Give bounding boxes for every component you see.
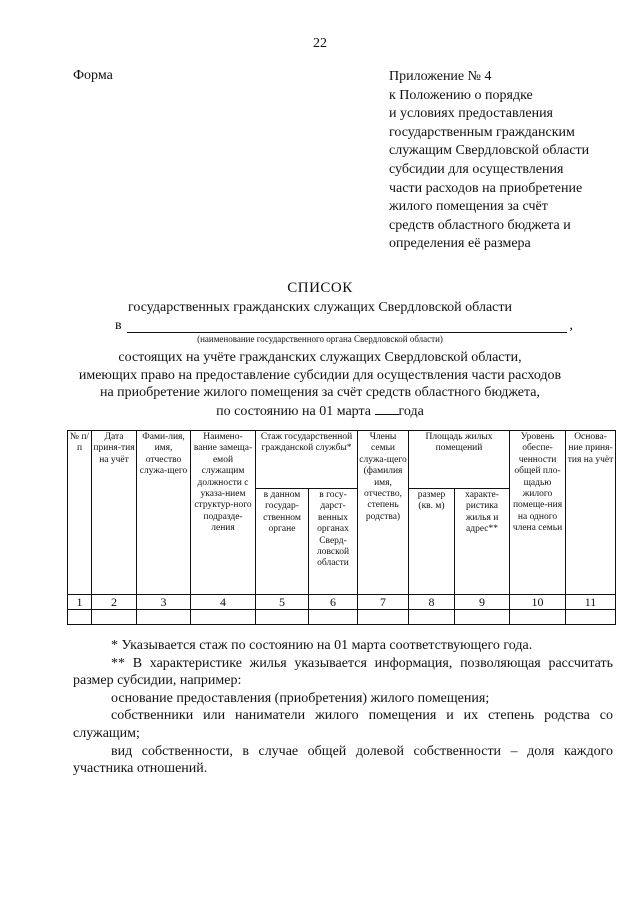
- document-title: СПИСОК: [287, 280, 353, 296]
- header-service-length: Стаж государственной гражданской службы*: [256, 431, 358, 489]
- description-line: на приобретение жилого помещения за счёт средств областного бюджета,: [99, 385, 541, 400]
- appendix-line: и условиях предоставления: [389, 106, 553, 122]
- appendix-line: жилого помещения за счёт: [389, 199, 548, 215]
- appendix-line: государственным гражданским: [389, 124, 575, 140]
- footnote-service-length: * Указывается стаж по состоянию на 01 марта соответствующего года.: [111, 638, 533, 653]
- header-service-current-organ: в данном государ-ственном органе: [256, 489, 309, 595]
- header-full-name: Фами-лия, имя, отчество служа-щего: [137, 431, 191, 595]
- appendix-line: определения её размера: [389, 236, 531, 252]
- column-number: 3: [137, 595, 191, 610]
- date-line-end: года: [398, 403, 424, 419]
- header-area-size: размер (кв. м): [409, 489, 455, 595]
- date-line: [0, 402, 640, 421]
- header-registration-basis: Основа-ние приня-тия на учёт: [566, 431, 616, 595]
- column-numbers-row: [68, 595, 616, 610]
- header-service-sverdlovsk: в госу-дарст-венных органах Сверд-ловской области: [309, 489, 358, 595]
- empty-data-row: [68, 610, 616, 625]
- column-number: 2: [92, 595, 137, 610]
- year-blank: [375, 402, 399, 415]
- appendix-line: субсидии для осуществления: [389, 161, 564, 177]
- footnote-item: собственники или наниматели жилого помещения и их степень родства со служащим;: [73, 708, 613, 741]
- footnote-item: вид собственности, в случае общей долевой собственности – доля каждого участника отношений.: [73, 743, 613, 777]
- column-number: 11: [566, 595, 616, 610]
- footnote-item: основание предоставления (приобретения) жилого помещения;: [111, 690, 490, 706]
- document-subtitle: государственных гражданских служащих Свердловской области: [128, 300, 512, 315]
- column-number: 5: [256, 595, 309, 610]
- header-registration-date: Дата приня-тия на учёт: [92, 431, 137, 595]
- column-number: 4: [191, 595, 256, 610]
- organ-name-caption: (наименование государственного органа Свердловской области): [197, 334, 443, 344]
- description-line: состоящих на учёте гражданских служащих Свердловской области,: [118, 350, 522, 365]
- organ-suffix: ,: [569, 318, 573, 333]
- footnotes: [73, 637, 613, 778]
- header-number: № п/п: [68, 431, 92, 595]
- date-line-start: по состоянию на 01 марта: [216, 403, 371, 419]
- header-area-features: характе-ристика жилья и адрес**: [455, 489, 510, 595]
- list-description: [0, 349, 640, 420]
- column-number: 9: [455, 595, 510, 610]
- header-position: Наимено-вание замеща-емой служащим должности с указа-нием структур-ного подразде-ления: [191, 431, 256, 595]
- appendix-line: части расходов на приобретение: [389, 180, 583, 196]
- appendix-line: служащим Свердловской области: [389, 143, 590, 159]
- appendix-header: [389, 68, 624, 254]
- header-living-area: Площадь жилых помещений: [409, 431, 510, 489]
- footnote-housing: ** В характеристике жилья указывается информация, позволяющая рассчитать размер субсидии, например:: [73, 655, 613, 689]
- appendix-line: средств областного бюджета и: [389, 217, 571, 233]
- header-family-members: Члены семьи служа-щего (фамилия имя, отчество, степень родства): [358, 431, 409, 595]
- organ-name-blank: [127, 332, 567, 333]
- header-area-per-member: Уровень обеспе-ченности общей пло-щадью жилого помеще-ния на одного члена семьи: [510, 431, 566, 595]
- column-number: 7: [358, 595, 409, 610]
- form-label: Форма: [73, 68, 113, 83]
- column-number: 1: [68, 595, 92, 610]
- column-number: 10: [510, 595, 566, 610]
- employees-table: [67, 430, 616, 625]
- organ-prefix: в: [115, 318, 122, 333]
- appendix-line: Приложение № 4: [389, 69, 492, 84]
- page-number: 22: [313, 36, 327, 51]
- description-line: имеющих право на предоставление субсидии для осуществления части расходов: [78, 367, 562, 383]
- column-number: 6: [309, 595, 358, 610]
- appendix-line: к Положению о порядке: [389, 87, 533, 103]
- column-number: 8: [409, 595, 455, 610]
